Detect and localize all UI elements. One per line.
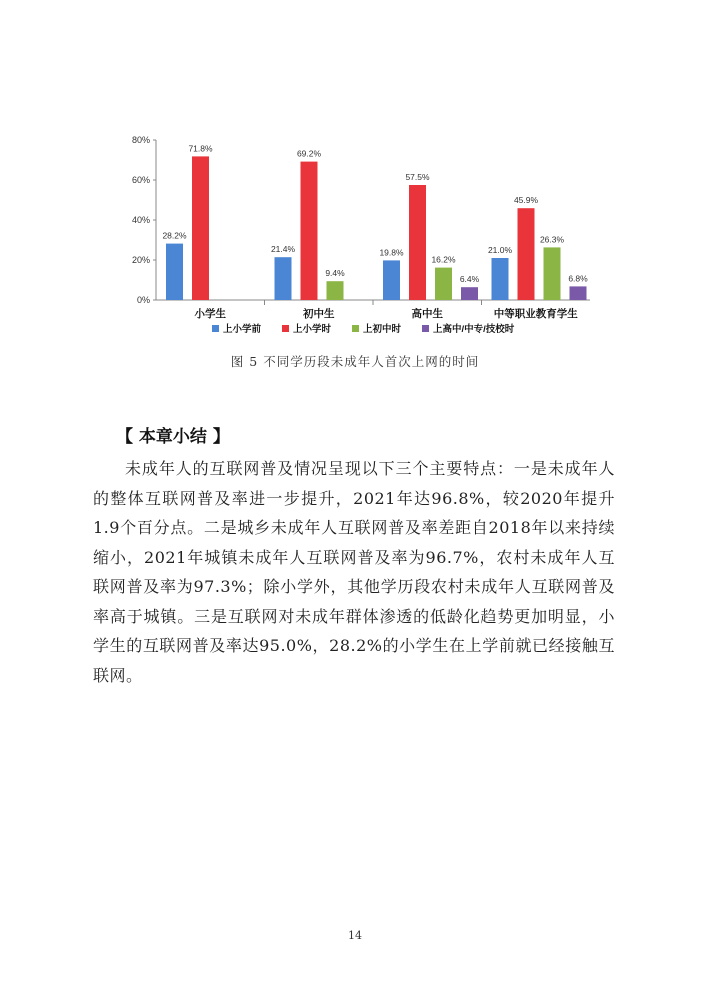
data-label: 6.4% <box>459 274 480 285</box>
y-tick-label: 20% <box>131 255 150 265</box>
bar <box>301 162 318 300</box>
section-heading: 【 本章小结 】 <box>116 427 230 447</box>
category-label: 中等职业教育学生 <box>493 308 578 320</box>
y-tick-label: 60% <box>131 175 150 185</box>
data-label: 21.4% <box>270 244 296 255</box>
legend-label: 上初中时 <box>363 324 402 335</box>
category-label: 初中生 <box>303 308 335 320</box>
legend-label: 上高中/中专/技校时 <box>433 324 515 335</box>
data-label: 71.8% <box>188 143 213 154</box>
bar-chart <box>120 128 600 368</box>
category-label: 小学生 <box>194 308 226 320</box>
data-label: 26.3% <box>539 234 565 245</box>
bar <box>492 258 509 300</box>
bar <box>570 286 587 300</box>
y-tick-label: 40% <box>131 215 150 225</box>
legend-label: 上小学前 <box>223 324 262 335</box>
y-tick-label: 80% <box>131 135 150 145</box>
data-label: 9.4% <box>325 268 345 279</box>
bar <box>518 208 535 300</box>
data-label: 21.0% <box>487 245 513 255</box>
bar <box>409 185 426 300</box>
data-label: 45.9% <box>513 195 539 206</box>
bar <box>544 247 561 300</box>
bar <box>383 260 400 300</box>
data-label: 19.8% <box>379 247 404 258</box>
bar <box>327 281 344 300</box>
bar <box>461 287 478 300</box>
y-tick-label: 0% <box>136 295 150 305</box>
legend-swatch <box>422 325 429 332</box>
legend-swatch <box>212 325 219 332</box>
bar <box>435 268 452 300</box>
bar <box>192 156 209 300</box>
figure-caption: 图 5 不同学历段未成年人首次上网的时间 <box>230 354 480 369</box>
data-label: 28.2% <box>162 230 187 241</box>
legend-label: 上小学时 <box>293 324 332 335</box>
data-label: 69.2% <box>296 148 322 159</box>
bar <box>166 244 183 300</box>
category-label: 高中生 <box>411 308 443 320</box>
page-number: 14 <box>348 929 362 942</box>
data-label: 57.5% <box>405 172 430 182</box>
legend-swatch <box>352 325 359 332</box>
bar <box>275 257 292 300</box>
summary-paragraph: 未成年人的互联网普及情况呈现以下三个主要特点：一是未成年人的整体互联网普及率进一步提升，2021年达96.8%，较2020年提升1.9个百分点。二是城乡未成年人互联网普及率差距自2018年以来持续缩小，2021年城镇未成年人互联网普及率为96.7%，农村未成年人互联网普及率为97.3%；除小学外，其他学历段农村未成年人互联网普及率高于城镇。三是互联网对未成年群体渗透的低龄化趋势更加明显，小学生的互联网普及率达95.0%，28.2%的小学生在上学前就已经接触互联网。 <box>93 459 615 685</box>
data-label: 6.8% <box>568 273 588 284</box>
data-label: 16.2% <box>431 254 456 265</box>
legend-swatch <box>282 325 289 332</box>
